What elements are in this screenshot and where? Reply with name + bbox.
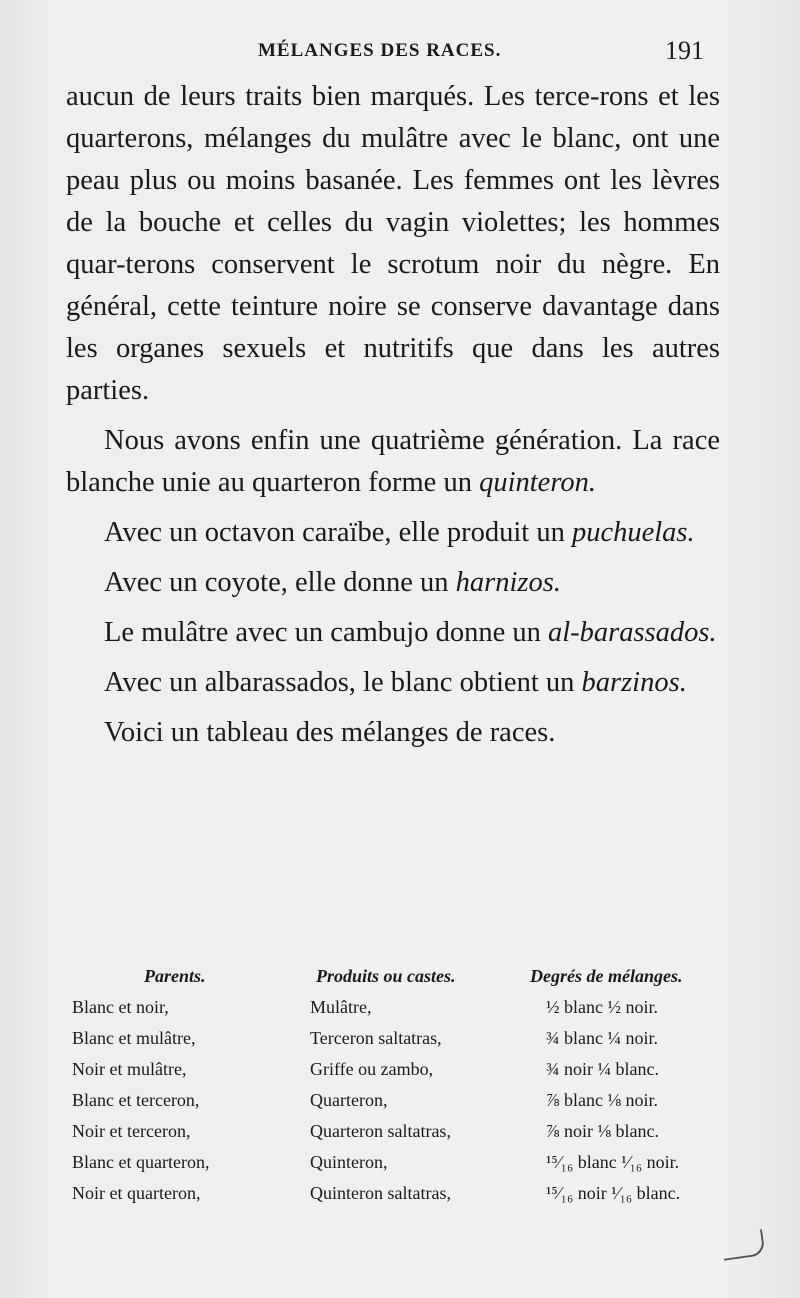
table-cell-product: Griffe ou zambo, [310, 1059, 434, 1079]
column-header-parents: Parents. [144, 966, 206, 986]
table-cell-parents: Noir et quarteron, [72, 1183, 201, 1203]
body-text [66, 76, 720, 762]
paragraph [66, 562, 720, 604]
table-cell-product: Quarteron, [310, 1090, 388, 1110]
table-row [72, 1059, 732, 1090]
table-cell-product: Quarteron saltatras, [310, 1121, 451, 1141]
table-cell-product: Mulâtre, [310, 997, 372, 1017]
table-cell-parents: Noir et mulâtre, [72, 1059, 187, 1079]
table-cell-product: Terceron saltatras, [310, 1028, 442, 1048]
italic-term: harnizos. [455, 567, 561, 598]
text-run: Le mulâtre avec un cambujo donne un [104, 617, 548, 648]
table-cell-parents: Blanc et noir, [72, 997, 169, 1017]
table-row [72, 1121, 732, 1152]
table-cell-degree: ½ blanc ½ noir. [546, 997, 658, 1017]
table-cell-product: Quinteron saltatras, [310, 1183, 451, 1203]
page-number: 191 [665, 36, 704, 65]
table-row [72, 997, 732, 1028]
italic-term: barzinos. [581, 667, 687, 698]
table-row [72, 1090, 732, 1121]
italic-term: puchuelas. [571, 517, 695, 548]
paragraph [66, 76, 720, 412]
text-run: Nous avons enfin une quatrième génération. La race blanche unie au quarteron forme un [66, 425, 720, 498]
table-cell-parents: Blanc et terceron, [72, 1090, 200, 1110]
paragraph [66, 512, 720, 554]
mixture-table [72, 966, 732, 1214]
italic-term: quinteron. [479, 467, 596, 498]
table-cell-degree: ¹⁵⁄₁₆ blanc ¹⁄₁₆ noir. [546, 1152, 680, 1172]
table-cell-parents: Noir et terceron, [72, 1121, 191, 1141]
pencil-mark [720, 1229, 765, 1261]
text-run: aucun de leurs traits bien marqués. Les terce-rons et les quarterons, mélanges du mulâtre avec le blanc, ont une peau plus ou moins basanée. Les femmes ont les lèvres de la bouche et celles du vagin violettes; les hommes quar-terons conservent le scrotum noir du nègre. En général, cette teinture noire se conserve davantage dans les organes sexuels et nutritifs que dans les autres parties. [66, 81, 720, 406]
table-body [72, 997, 732, 1214]
table-cell-degree: ¹⁵⁄₁₆ noir ¹⁄₁₆ blanc. [546, 1183, 681, 1203]
text-run: Avec un albarassados, le blanc obtient un [104, 667, 582, 698]
text-run: Avec un coyote, elle donne un [104, 567, 456, 598]
table-row [72, 1183, 732, 1214]
table-cell-degree: ⅞ noir ⅛ blanc. [546, 1121, 659, 1141]
table-cell-degree: ¾ noir ¼ blanc. [546, 1059, 659, 1079]
running-title: MÉLANGES DES RACES. [258, 40, 502, 61]
table-cell-parents: Blanc et mulâtre, [72, 1028, 196, 1048]
table-cell-degree: ⅞ blanc ⅛ noir. [546, 1090, 658, 1110]
paragraph [66, 662, 720, 704]
italic-term: al-barassados. [547, 617, 717, 648]
paragraph [66, 612, 720, 654]
table-row [72, 1028, 732, 1059]
table-cell-degree: ¾ blanc ¼ noir. [546, 1028, 658, 1048]
table-cell-product: Quinteron, [310, 1152, 388, 1172]
column-header-products: Produits ou castes. [316, 966, 456, 986]
paragraph [66, 420, 720, 504]
table-row [72, 1152, 732, 1183]
table-cell-parents: Blanc et quarteron, [72, 1152, 210, 1172]
paragraph [66, 712, 720, 754]
running-head [0, 36, 800, 72]
table-header [72, 966, 732, 997]
text-run: Avec un octavon caraïbe, elle produit un [104, 517, 572, 548]
text-run: Voici un tableau des mélanges de races. [104, 717, 556, 748]
column-header-degrees: Degrés de mélanges. [530, 966, 683, 986]
